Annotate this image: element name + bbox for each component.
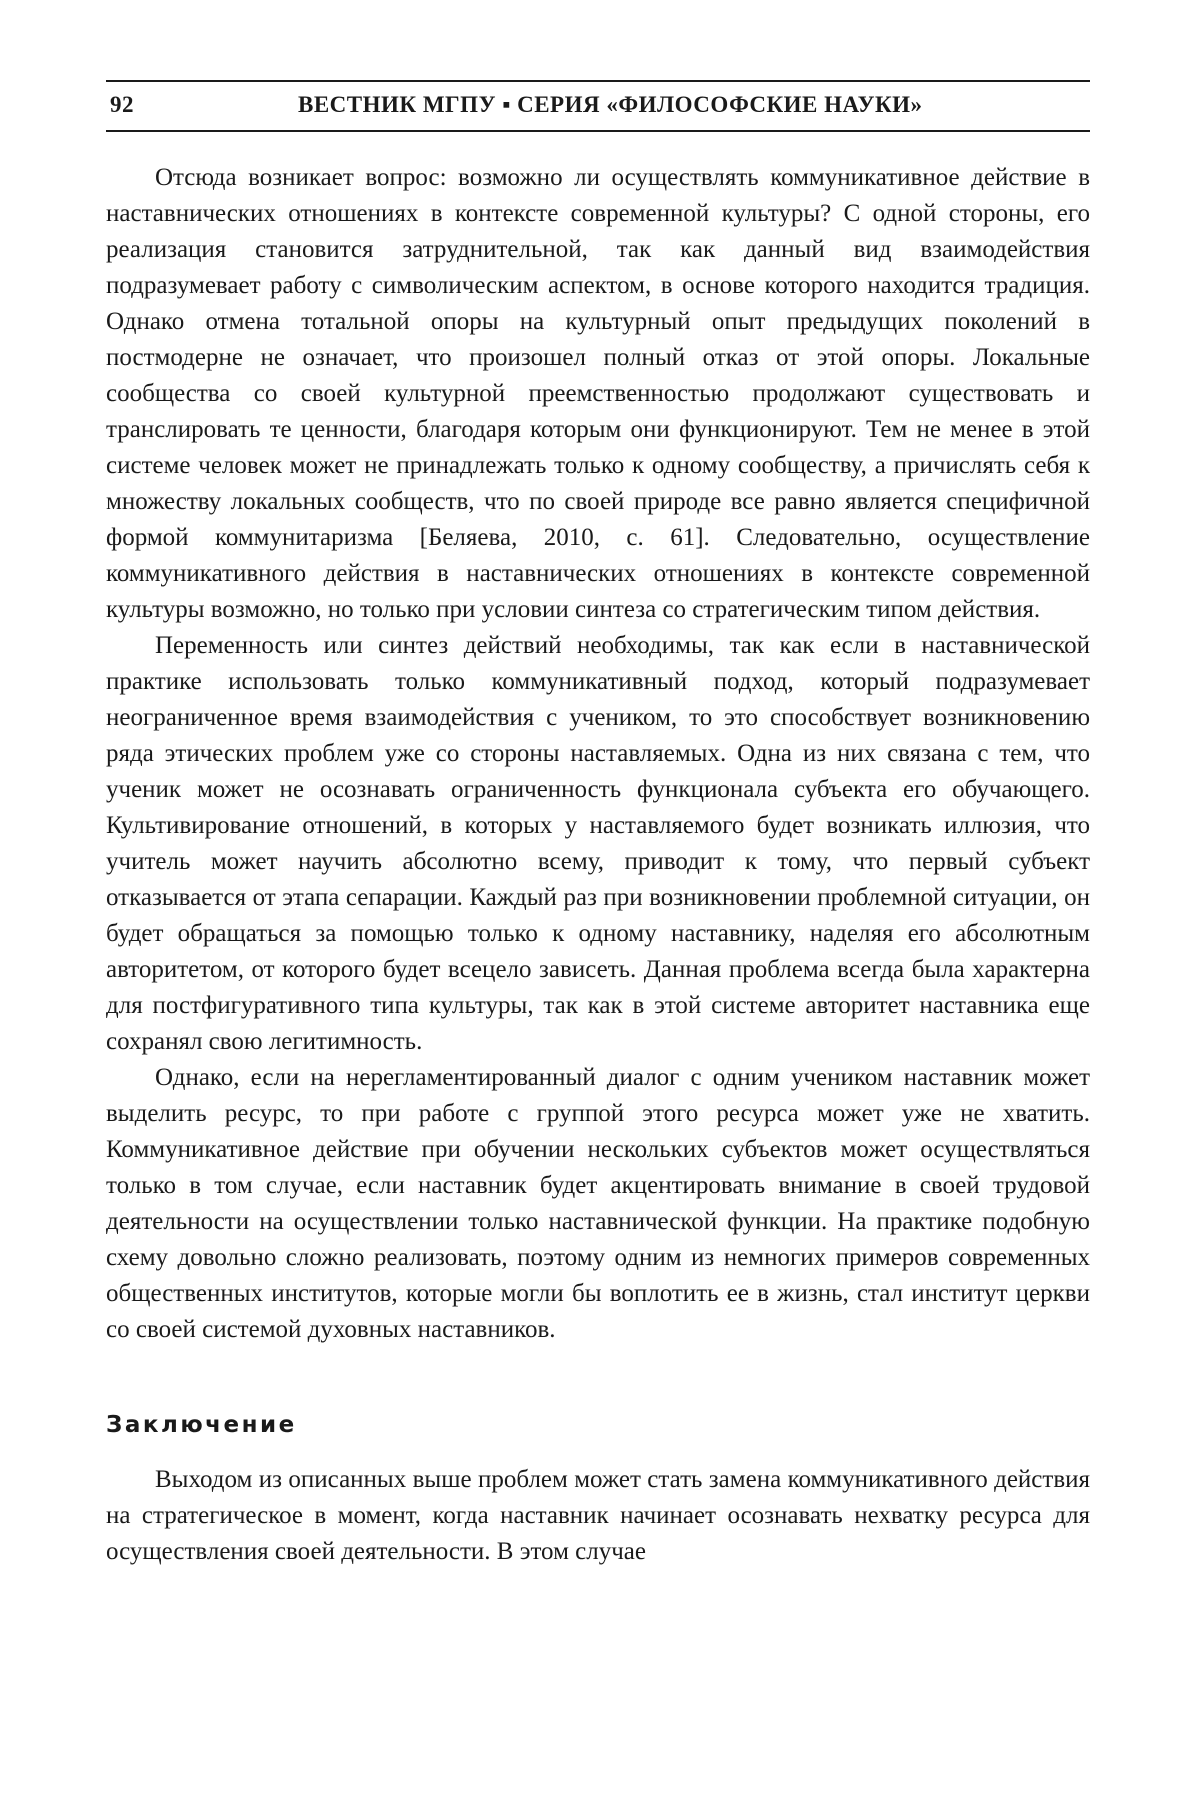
article-body — [106, 160, 1090, 1570]
paragraph-3: Однако, если на нерегламентированный диалог с одним учеником наставник может выделить ресурс, то при работе с группой этого ресурса может уже не хватить. Коммуникативное действие при обучении нескольких субъектов может осуществляться только в том случае, если наставник будет акцентировать внимание в своей трудовой деятельности на осуществлении только наставнической функции. На практике подобную схему довольно сложно реализовать, поэтому одним из немногих примеров современных общественных институтов, которые могли бы воплотить ее в жизнь, стал институт церкви со своей системой духовных наставников. — [106, 1060, 1090, 1348]
running-title: ВЕСТНИК МГПУ ▪ СЕРИЯ «ФИЛОСОФСКИЕ НАУКИ» — [298, 92, 923, 118]
conclusion-paragraph: Выходом из описанных выше проблем может стать замена коммуникативного действия на стратегическое в момент, когда наставник начинает осознавать нехватку ресурса для осуществления своей деятельности. В этом случае — [106, 1462, 1090, 1570]
journal-page — [106, 80, 1090, 1570]
section-heading-conclusion: Заключение — [106, 1410, 1090, 1440]
page-number: 92 — [110, 92, 134, 118]
paragraph-1: Отсюда возникает вопрос: возможно ли осуществлять коммуникативное действие в наставнических отношениях в контексте современной культуры? С одной стороны, его реализация становится затруднительной, так как данный вид взаимодействия подразумевает работу с символическим аспектом, в основе которого находится традиция. Однако отмена тотальной опоры на культурный опыт предыдущих поколений в постмодерне не означает, что произошел полный отказ от этой опоры. Локальные сообщества со своей культурной преемственностью продолжают существовать и транслировать те ценности, благодаря которым они функционируют. Тем не менее в этой системе человек может не принадлежать только к одному сообществу, а причислять себя к множеству локальных сообществ, что по своей природе все равно является специфичной формой коммунитаризма [Беляева, 2010, с. 61]. Следовательно, осуществление коммуникативного действия в наставнических отношениях в контексте современной культуры возможно, но только при условии синтеза со стратегическим типом действия. — [106, 160, 1090, 628]
paragraph-2: Переменность или синтез действий необходимы, так как если в наставнической практике использовать только коммуникативный подход, который подразумевает неограниченное время взаимодействия с учеником, то это способствует возникновению ряда этических проблем уже со стороны наставляемых. Одна из них связана с тем, что ученик может не осознавать ограниченность функционала субъекта его обучающего. Культивирование отношений, в которых у наставляемого будет возникать иллюзия, что учитель может научить абсолютно всему, приводит к тому, что первый субъект отказывается от этапа сепарации. Каждый раз при возникновении проблемной ситуации, он будет обращаться за помощью только к одному наставнику, наделяя его абсолютным авторитетом, от которого будет всецело зависеть. Данная проблема всегда была характерна для постфигуративного типа культуры, так как в этой системе авторитет наставника еще сохранял свою легитимность. — [106, 628, 1090, 1060]
running-header — [106, 80, 1090, 132]
